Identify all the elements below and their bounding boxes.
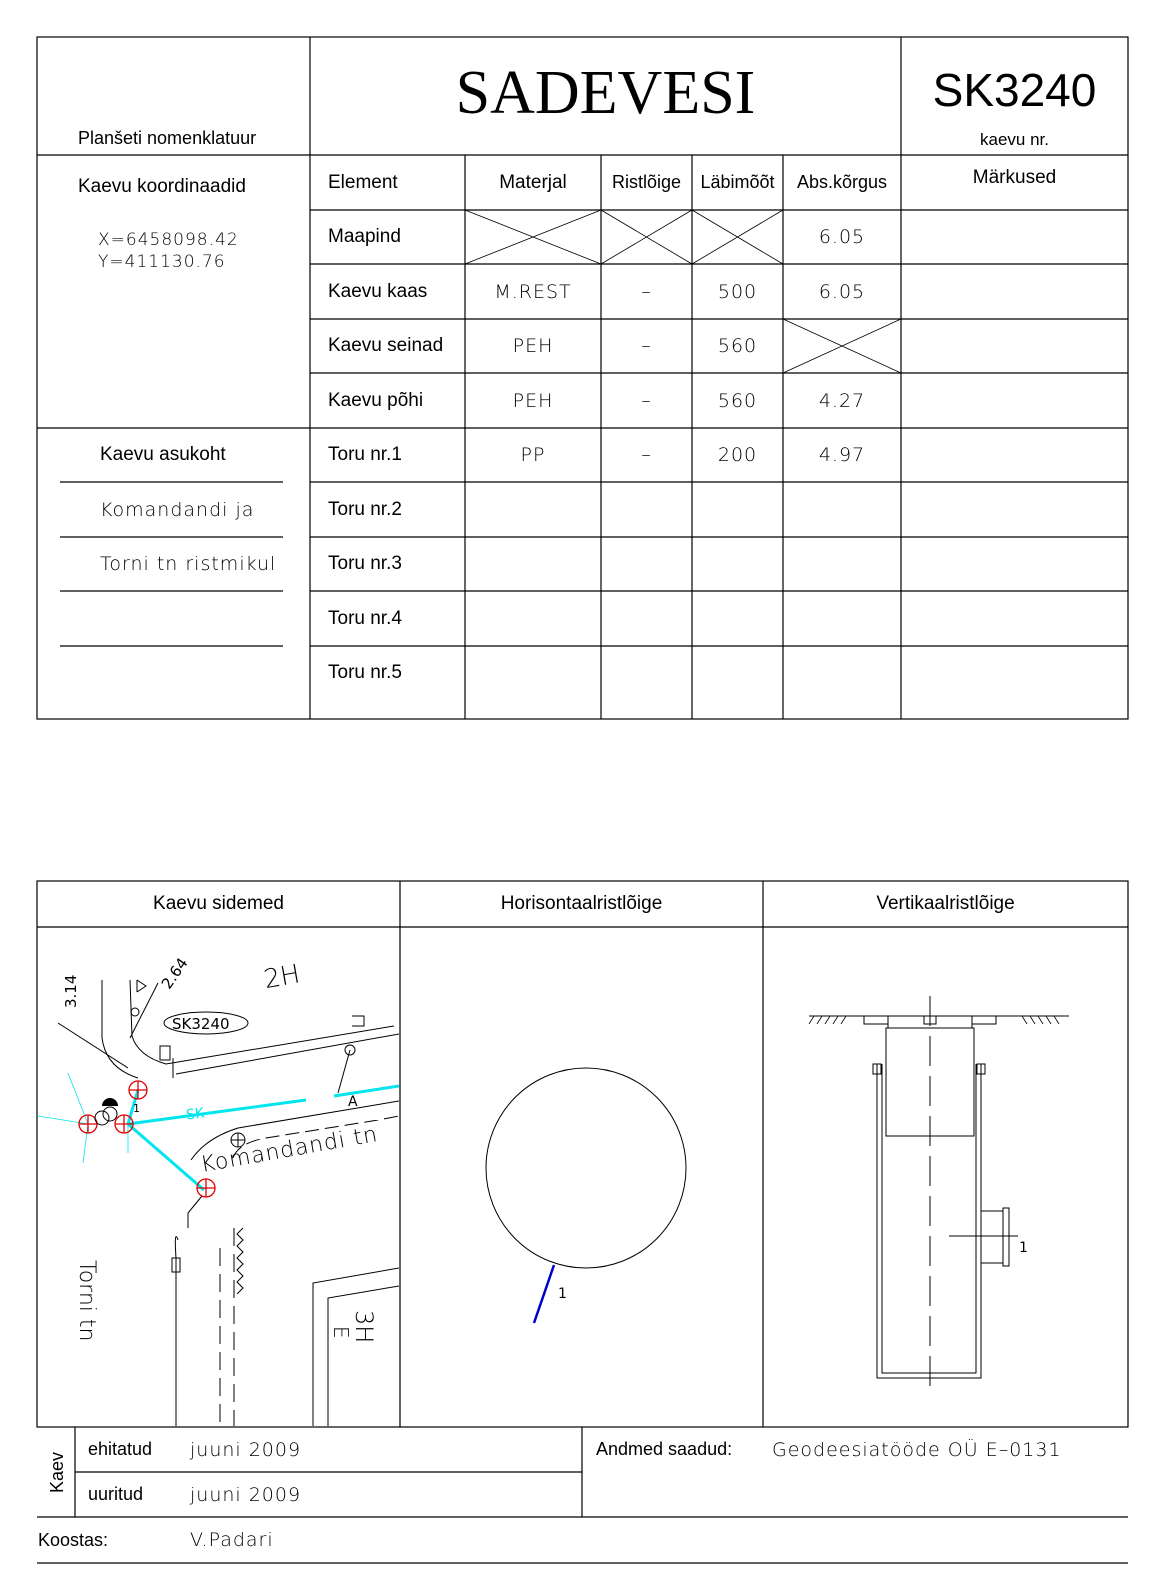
map-dim-1: 3.14 — [62, 974, 80, 1008]
built-value: juuni 2009 — [190, 1438, 302, 1461]
vertical-pipe-num: 1 — [1019, 1240, 1028, 1256]
location-line-1: Komandandi ja — [100, 499, 255, 521]
row-diameter: 200 — [717, 444, 758, 466]
row-notes — [901, 537, 1128, 591]
map-house-3h-suffix: E — [329, 1326, 353, 1339]
well-circle — [486, 1068, 686, 1268]
row-abs-height — [783, 319, 901, 373]
author-value: V.Padari — [190, 1529, 274, 1551]
row-diameter — [692, 482, 783, 537]
horizontal-section — [401, 928, 762, 1426]
row-cross: – — [641, 389, 652, 412]
pipe-1-line — [534, 1265, 554, 1323]
panel-title-horizontal: Horisontaalristlõige — [500, 893, 663, 914]
col-abs-height: Abs.kõrgus — [796, 172, 888, 192]
row-cross: – — [641, 444, 652, 466]
side-label-wrap — [40, 1427, 75, 1517]
coordinate-x: X=6458098.42 — [98, 230, 239, 250]
row-cross: – — [641, 335, 652, 357]
row-diameter — [692, 210, 783, 264]
row-element: Toru nr.4 — [328, 607, 402, 629]
row-diameter — [692, 591, 783, 646]
row-notes — [901, 373, 1128, 428]
row-material: PEH — [512, 389, 554, 412]
map-pipe-label: SK — [185, 1105, 206, 1124]
map-arrow-label: A — [348, 1094, 358, 1110]
row-element: Toru nr.5 — [328, 662, 402, 683]
row-abs-height: 6.05 — [818, 280, 866, 303]
row-material — [465, 537, 601, 591]
nomenclature-label: Planšeti nomenklatuur — [78, 128, 257, 148]
row-notes — [901, 646, 1128, 700]
col-cross: Ristlõige — [611, 172, 682, 192]
surveyed-value: juuni 2009 — [190, 1483, 302, 1506]
map-well-label: SK3240 — [172, 1015, 230, 1033]
location-line-2: Torni tn ristmikul — [100, 553, 277, 575]
row-element: Kaevu põhi — [328, 389, 424, 411]
row-material — [465, 646, 601, 700]
row-notes — [901, 264, 1128, 319]
panel-title-connections: Kaevu sidemed — [153, 893, 284, 914]
row-element: Kaevu kaas — [328, 280, 428, 302]
map-street-komandandi: Komandandi tn — [198, 1122, 380, 1178]
row-abs-height: 6.05 — [818, 226, 866, 248]
row-diameter — [692, 537, 783, 591]
row-notes — [901, 591, 1128, 646]
row-element: Toru nr.2 — [328, 498, 402, 520]
coordinate-y: Y=411130.76 — [98, 252, 226, 272]
surveyed-label: uuritud — [88, 1484, 144, 1504]
coordinates-label: Kaevu koordinaadid — [78, 176, 246, 197]
row-diameter — [692, 646, 783, 700]
source-value: Geodeesiatööde OÜ E–0131 — [772, 1438, 1062, 1461]
row-notes — [901, 428, 1128, 482]
row-diameter: 560 — [717, 335, 758, 357]
row-cross — [601, 482, 692, 537]
row-element: Kaevu seinad — [328, 335, 444, 356]
row-diameter: 500 — [717, 280, 758, 303]
row-material — [465, 482, 601, 537]
row-cross: – — [641, 280, 652, 303]
source-label: Andmed saadud: — [596, 1439, 733, 1459]
row-abs-height: 4.97 — [818, 444, 866, 466]
col-notes: Märkused — [972, 166, 1057, 188]
well-id-label: kaevu nr. — [980, 130, 1049, 149]
row-abs-height — [783, 537, 901, 591]
horizontal-pipe-num: 1 — [558, 1286, 567, 1302]
page-title: SADEVESI — [455, 58, 756, 127]
row-cross — [601, 591, 692, 646]
row-diameter: 560 — [717, 389, 758, 412]
vertical-section — [764, 928, 1127, 1426]
row-material: PP — [520, 444, 546, 466]
row-cross — [601, 646, 692, 700]
row-cross — [601, 537, 692, 591]
row-abs-height — [783, 482, 901, 537]
row-element: Toru nr.1 — [328, 444, 402, 465]
row-element: Toru nr.3 — [328, 553, 402, 574]
location-label: Kaevu asukoht — [100, 444, 226, 465]
col-material: Materjal — [499, 171, 567, 193]
row-material — [465, 210, 601, 264]
row-abs-height — [783, 646, 901, 700]
map-house-2h: 2H — [261, 959, 303, 996]
location-map — [38, 928, 399, 1426]
row-material: PEH — [512, 335, 554, 357]
author-label: Koostas: — [38, 1529, 109, 1550]
built-label: ehitatud — [88, 1439, 153, 1459]
side-label: Kaev — [47, 1451, 67, 1493]
col-diameter: Läbimõõt — [700, 172, 775, 192]
row-abs-height — [783, 591, 901, 646]
row-cross — [601, 210, 692, 264]
row-notes — [901, 210, 1128, 264]
row-material — [465, 591, 601, 646]
row-element: Maapind — [328, 226, 401, 247]
row-abs-height: 4.27 — [818, 389, 866, 412]
map-dim-2: 2.64 — [157, 954, 192, 993]
map-house-3h: 3H — [350, 1310, 378, 1344]
map-street-torni: Torni tn — [74, 1260, 99, 1342]
row-material: M.REST — [494, 280, 572, 303]
row-notes — [901, 482, 1128, 537]
panel-title-vertical: Vertikaalristlõige — [876, 893, 1015, 914]
col-element: Element — [328, 171, 398, 193]
well-id: SK3240 — [932, 64, 1097, 116]
map-pipe-num: 1 — [133, 1102, 140, 1115]
row-notes — [901, 319, 1128, 373]
